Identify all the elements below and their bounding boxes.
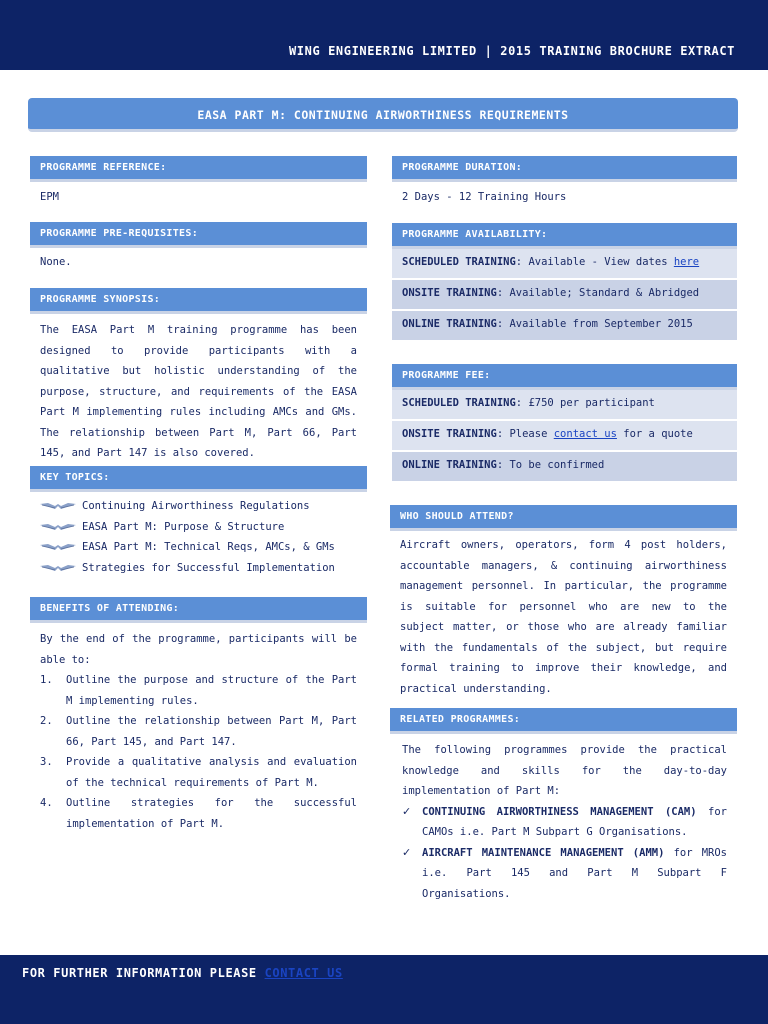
list-item	[40, 752, 357, 793]
list-item	[40, 793, 357, 834]
contact-us-link[interactable]: contact us	[553, 428, 617, 440]
related-list	[392, 802, 737, 905]
list-item	[40, 517, 357, 538]
item-number: 4.	[40, 797, 53, 809]
programme-text: for MROs i.e. Part 145 and Part M Subpart F Organisations.	[422, 846, 727, 900]
fee-heading: PROGRAMME FEE:	[392, 364, 737, 390]
footer-contact-link[interactable]: CONTACT US	[264, 966, 343, 980]
row-label: ONLINE TRAINING	[402, 459, 497, 471]
reference-value: EPM	[40, 191, 59, 203]
footer-text	[22, 966, 343, 980]
item-text: Outline the relationship between Part M, Part 66, Part 145, and Part 147.	[66, 715, 357, 748]
row-text: : £750 per participant	[515, 397, 655, 409]
row-text: : Available - View dates	[515, 256, 674, 268]
row-label: ONSITE TRAINING	[402, 287, 497, 299]
availability-onsite-row	[392, 280, 737, 309]
row-text: : Available; Standard & Abridged	[496, 287, 700, 299]
who-heading: WHO SHOULD ATTEND?	[390, 505, 737, 531]
wings-bullet-icon	[40, 542, 76, 552]
programme-name: CONTINUING AIRWORTHINESS MANAGEMENT (CAM)	[422, 805, 697, 818]
reference-heading: PROGRAMME REFERENCE:	[30, 156, 367, 182]
footer-label: FOR FURTHER INFORMATION PLEASE	[22, 966, 265, 980]
list-item	[40, 537, 357, 558]
row-text: : Available from September 2015	[496, 318, 693, 330]
key-topics-heading: KEY TOPICS:	[30, 466, 367, 492]
item-number: 3.	[40, 756, 53, 768]
wings-bullet-icon	[40, 522, 76, 532]
wings-bullet-icon	[40, 563, 76, 573]
list-item	[40, 558, 357, 579]
prerequisites-value: None.	[40, 256, 72, 268]
item-text: Provide a qualitative analysis and evaluation of the technical requirements of Part M.	[66, 756, 357, 789]
benefits-intro: By the end of the programme, participants will be able to:	[40, 633, 357, 666]
topic-text: EASA Part M: Purpose & Structure	[82, 520, 285, 533]
fee-onsite-row	[392, 421, 737, 450]
page-title: EASA PART M: CONTINUING AIRWORTHINESS REQUIREMENTS	[197, 108, 569, 122]
footer-band	[0, 955, 768, 1024]
row-text: : Please	[496, 428, 554, 440]
top-header-band	[0, 0, 768, 70]
benefits-list	[30, 670, 367, 834]
duration-heading: PROGRAMME DURATION:	[392, 156, 737, 182]
list-item	[402, 843, 727, 905]
related-heading: RELATED PROGRAMMES:	[390, 708, 737, 734]
item-text: Outline the purpose and structure of the Part M implementing rules.	[66, 674, 357, 707]
row-label: ONSITE TRAINING	[402, 428, 497, 440]
row-text: for a quote	[616, 428, 693, 440]
wings-bullet-icon	[40, 501, 76, 511]
programme-name: AIRCRAFT MAINTENANCE MANAGEMENT (AMM)	[422, 846, 665, 859]
item-number: 2.	[40, 715, 53, 727]
fee-online-row	[392, 452, 737, 481]
key-topics-list	[30, 496, 367, 597]
title-bar	[28, 98, 738, 132]
view-dates-link[interactable]: here	[673, 256, 700, 268]
right-column	[392, 156, 737, 904]
synopsis-heading: PROGRAMME SYNOPSIS:	[30, 288, 367, 314]
related-intro: The following programmes provide the practical knowledge and skills for the day-to-day implementation of Part M:	[402, 744, 727, 797]
topic-text: EASA Part M: Technical Reqs, AMCs, & GMs	[82, 541, 335, 553]
availability-online-row	[392, 311, 737, 340]
topic-text: Continuing Airworthiness Regulations	[82, 500, 310, 512]
check-icon: ✓	[402, 845, 412, 859]
row-text: : To be confirmed	[496, 459, 605, 471]
left-column	[30, 156, 367, 834]
item-text: Outline strategies for the successful implementation of Part M.	[66, 797, 357, 830]
duration-value: 2 Days - 12 Training Hours	[402, 191, 567, 203]
availability-scheduled-row	[392, 249, 737, 278]
check-icon: ✓	[402, 804, 412, 818]
synopsis-text: The EASA Part M training programme has been designed to provide participants with a qualitative but holistic understanding of the purpose, structure, and requirements of the EASA Part M implementing rules including AMCs and GMs. The relationship between Part M, Part 66, Part 145, and Part 147 is also covered.	[40, 324, 357, 459]
brochure-brand: WING ENGINEERING LIMITED | 2015 TRAINING BROCHURE EXTRACT	[288, 44, 735, 58]
topic-text: Strategies for Successful Implementation	[82, 561, 335, 574]
list-item	[402, 802, 727, 843]
prerequisites-heading: PROGRAMME PRE-REQUISITES:	[30, 222, 367, 248]
programme-text: for CAMOs i.e. Part M Subpart G Organisations.	[422, 805, 727, 838]
item-number: 1.	[40, 674, 53, 686]
fee-scheduled-row	[392, 390, 737, 419]
row-label: ONLINE TRAINING	[402, 318, 497, 330]
row-label: SCHEDULED TRAINING	[402, 256, 516, 268]
list-item	[40, 496, 357, 517]
who-text: Aircraft owners, operators, form 4 post holders, accountable managers, & continuing airworthiness management personnel. In particular, the programme is suitable for personnel who are new to the subject matter, or those who are already familiar with the fundamentals of the subject, but require formal training to improve their knowledge, and practical understanding.	[400, 539, 727, 695]
benefits-heading: BENEFITS OF ATTENDING:	[30, 597, 367, 623]
list-item	[40, 670, 357, 711]
list-item	[40, 711, 357, 752]
row-label: SCHEDULED TRAINING	[402, 397, 516, 409]
availability-heading: PROGRAMME AVAILABILITY:	[392, 223, 737, 249]
